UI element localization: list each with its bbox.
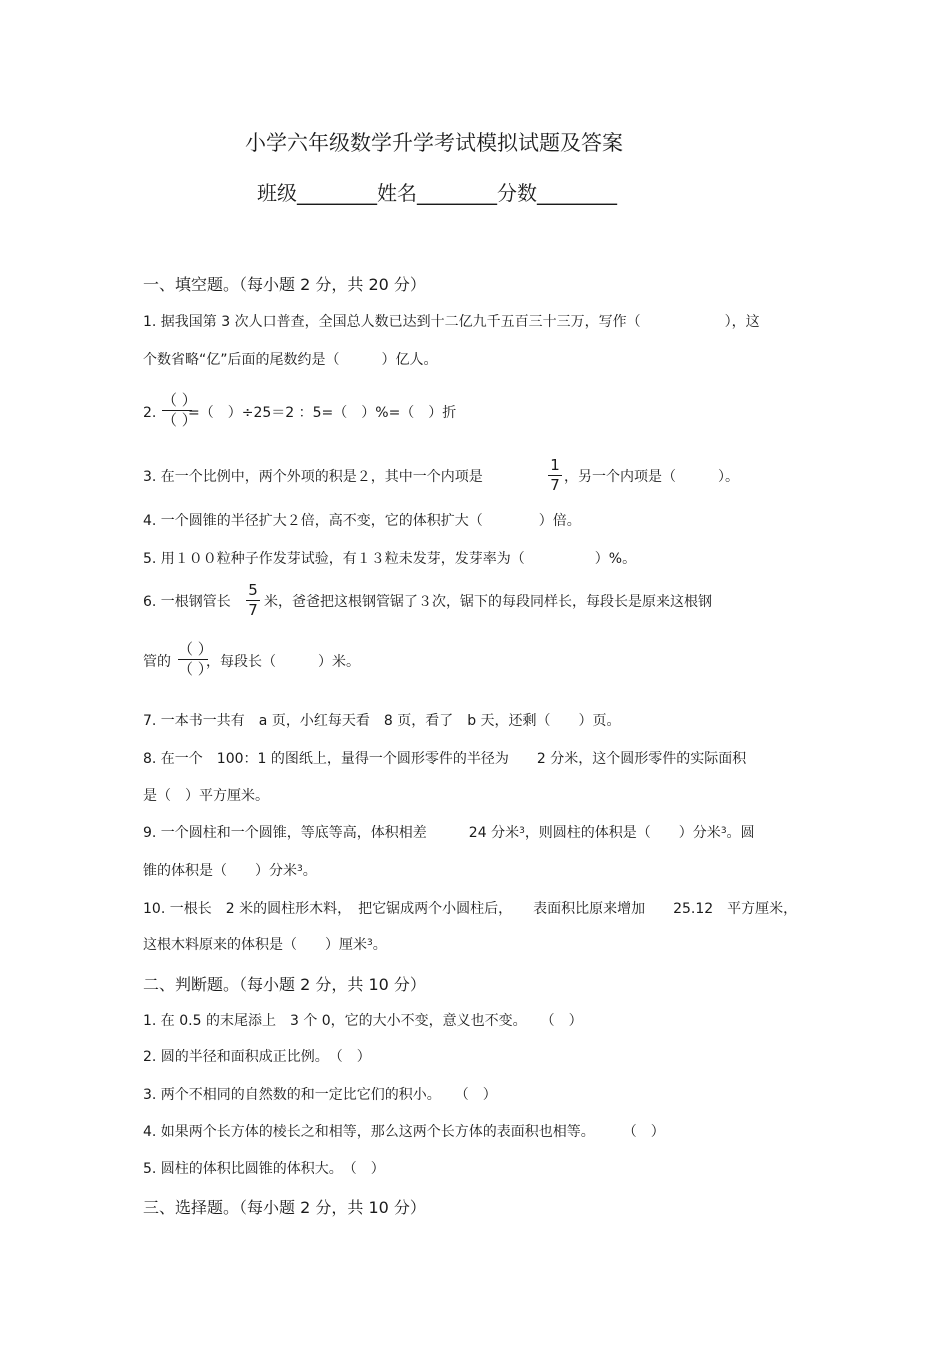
judge-item-4: 4. 如果两个长方体的棱长之和相等，那么这两个长方体的表面积也相等。 （ ） <box>143 1124 665 1140</box>
question-9-line-1: 9. 一个圆柱和一个圆锥，等底等高，体积相差 24 分米$^3$，则圆柱的体积是（ ）分米$^3$。圆 <box>143 825 755 841</box>
fraction-numerator: 1 <box>550 456 560 474</box>
question-6-fraction-2 <box>178 640 213 678</box>
question-7: 7. 一本书一共有 a 页，小红每天看 8 页，看了 b 天，还剩（ ）页。 <box>143 713 621 729</box>
question-6-text-c: 管的 <box>143 654 171 670</box>
question-2-text: =（ ）÷25＝2 ：5=（ ）%=（ ）折 <box>188 405 457 421</box>
fraction-denominator: （ ） <box>162 411 197 429</box>
question-6-text-b: 米，爸爸把这根钢管锯了３次，锯下的每段同样长，每段长是原来这根钢 <box>264 594 712 610</box>
judge-item-1: 1. 在 0.5 的末尾添上 3 个 0，它的大小不变，意义也不变。 （ ） <box>143 1013 583 1029</box>
question-1-line-1: 1. 据我国第 3 次人口普查，全国总人数已达到十二亿九千五百三十三万，写作（ ），这 <box>143 314 760 330</box>
question-9-line-2: 锥的体积是（ ）分米$^3$。 <box>143 863 317 879</box>
question-1-line-2: 个数省略“亿”后面的尾数约是（ ）亿人。 <box>143 352 438 368</box>
student-info-line: 班级________姓名________分数________ <box>257 181 617 205</box>
question-3-fraction <box>548 457 562 494</box>
question-8-line-2: 是（ ）平方厘米。 <box>143 788 269 804</box>
fraction-numerator: 5 <box>248 581 258 599</box>
fraction-denominator: 7 <box>248 601 258 619</box>
page-title: 小学六年级数学升学考试模拟试题及答案 <box>245 131 623 155</box>
question-10-line-1: 10. 一根长 2 米的圆柱形木料， 把它锯成两个小圆柱后， 表面积比原来增加 25.12 平方厘米， <box>143 901 798 917</box>
section-heading-fill-in: 一、填空题。（每小题 2 分，共 20 分） <box>143 275 426 294</box>
fraction-denominator: 7 <box>550 476 560 494</box>
question-3-text-a: 3. 在一个比例中，两个外项的积是２，其中一个内项是 <box>143 469 483 485</box>
question-4: 4. 一个圆锥的半径扩大２倍，高不变，它的体积扩大（ ）倍。 <box>143 513 581 529</box>
question-6-text-d: ，每段长（ ）米。 <box>206 654 360 670</box>
question-6-text-a: 6. 一根钢管长 <box>143 594 231 610</box>
fraction-numerator: （ ） <box>178 640 213 658</box>
question-6-fraction <box>246 582 260 619</box>
judge-item-3: 3. 两个不相同的自然数的和一定比它们的积小。 （ ） <box>143 1087 497 1103</box>
section-heading-multiple-choice: 三、选择题。（每小题 2 分，共 10 分） <box>143 1198 426 1217</box>
fraction-numerator: （ ） <box>162 391 197 409</box>
question-10-line-2: 这根木料原来的体积是（ ）厘米$^3$。 <box>143 937 387 953</box>
question-5: 5. 用１００粒种子作发芽试验，有１３粒未发芽，发芽率为（ ）%。 <box>143 551 637 567</box>
question-2-number: 2. <box>143 405 157 421</box>
fraction-denominator: （ ） <box>178 660 213 678</box>
question-8-line-1: 8. 在一个 100：1 的图纸上，量得一个圆形零件的半径为 2 分米，这个圆形零件的实际面积 <box>143 751 747 767</box>
question-3-text-b: ，另一个内项是（ ）。 <box>564 469 739 485</box>
judge-item-5: 5. 圆柱的体积比圆锥的体积大。 （ ） <box>143 1161 385 1177</box>
section-heading-true-false: 二、判断题。（每小题 2 分，共 10 分） <box>143 975 426 994</box>
judge-item-2: 2. 圆的半径和面积成正比例。 （ ） <box>143 1049 371 1065</box>
